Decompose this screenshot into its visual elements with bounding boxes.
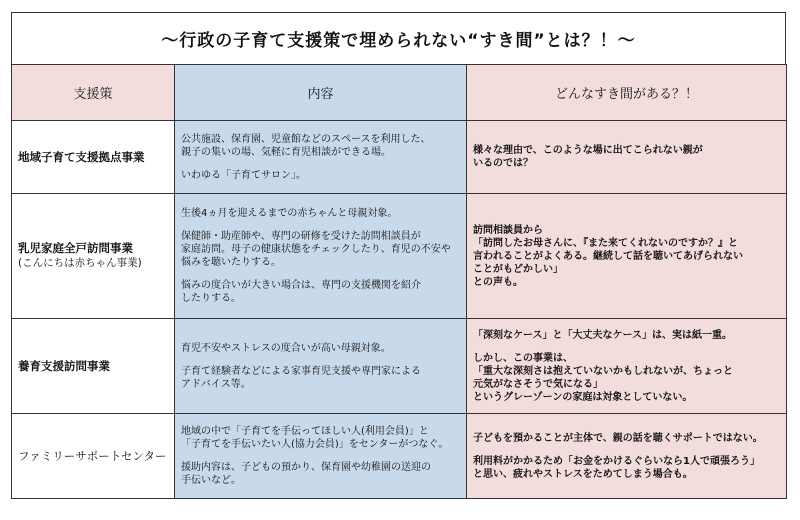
content-paragraph bbox=[181, 230, 460, 269]
text-line: 元気がなさそうで気になる」 bbox=[473, 378, 603, 390]
text-line: したりする。 bbox=[181, 293, 241, 304]
text-line: 生後4ヵ月を迎えるまでの赤ちゃんと母親対象。 bbox=[181, 208, 398, 219]
text-line: 「子育てを手伝いたい人(協力会員)」をセンターがつなぐ。 bbox=[181, 439, 449, 450]
policy-name: 養育支援訪問事業 bbox=[12, 319, 175, 414]
gap-paragraph bbox=[473, 432, 780, 445]
gap-paragraph bbox=[473, 144, 780, 170]
text-line: 様々な理由で、このような場に出てこられない親が bbox=[473, 145, 703, 156]
content-paragraph bbox=[181, 279, 460, 305]
text-line: しかし、この事業は、 bbox=[473, 352, 573, 364]
text-line: 子どもを預かることが主体で、親の話を聴くサポートではない。 bbox=[473, 432, 763, 444]
gap-paragraph bbox=[473, 329, 780, 342]
content-paragraph bbox=[181, 342, 460, 355]
page-title: ～行政の子育て支援策で埋められない“すき間”とは？！～ bbox=[11, 12, 786, 64]
policy-content bbox=[175, 194, 467, 319]
text-line: 訪問相談員から bbox=[473, 224, 543, 236]
text-line: 地域の中で「子育てを手伝ってほしい人(利用会員)」と bbox=[181, 426, 429, 437]
gap-paragraph bbox=[473, 455, 780, 481]
policy-content bbox=[175, 319, 467, 414]
text-line: 子育て経験者などによる家事育児支援や専門家による bbox=[181, 365, 421, 377]
gap-paragraph bbox=[473, 352, 780, 404]
text-line: 育児不安やストレスの度合いが高い母親対象。 bbox=[181, 342, 391, 354]
text-line: 公共施設、保育園、児童館などのスペースを利用した、 bbox=[181, 133, 431, 145]
content-paragraph bbox=[181, 169, 460, 182]
table-row bbox=[12, 194, 787, 319]
policy-name: 地域子育て支援拠点事業 bbox=[12, 121, 175, 194]
text-line: 「重大な深刻さは抱えていないかもしれないが、ちょっと bbox=[473, 365, 733, 377]
policy-name-sub: (こんにちは赤ちゃん事業) bbox=[18, 257, 142, 269]
header-policy: 支援策 bbox=[12, 65, 175, 121]
policy-gap bbox=[467, 414, 787, 499]
policy-name: ファミリーサポートセンター bbox=[12, 414, 175, 499]
policy-gap bbox=[467, 121, 787, 194]
policy-content bbox=[175, 121, 467, 194]
text-line: との声も。 bbox=[473, 276, 523, 288]
header-content: 内容 bbox=[175, 65, 467, 121]
policy-gap bbox=[467, 319, 787, 414]
text-line: 家庭訪問。母子の健康状態をチェックしたり、育児の不安や bbox=[181, 244, 451, 255]
text-line: 保健師・助産師や、専門の研修を受けた訪問相談員が bbox=[181, 231, 421, 242]
text-line: 援助内容は、子どもの預かり、保育園や幼稚園の送迎の bbox=[181, 462, 431, 473]
text-line: 利用料がかかるため「お金をかけるぐらいなら1人で頑張ろう」 bbox=[473, 455, 760, 467]
gap-paragraph bbox=[473, 224, 780, 289]
text-line: アドバイス等。 bbox=[181, 378, 251, 390]
table-row bbox=[12, 121, 787, 194]
text-line: いわゆる「子育てサロン」。 bbox=[181, 169, 306, 181]
policy-content bbox=[175, 414, 467, 499]
content-paragraph bbox=[181, 365, 460, 391]
table-row bbox=[12, 319, 787, 414]
content-paragraph bbox=[181, 207, 460, 220]
text-line: と思い、疲れやストレスをためてしまう場合も。 bbox=[473, 468, 693, 480]
header-gap: どんなすき間がある？！ bbox=[467, 65, 787, 121]
content-paragraph bbox=[181, 461, 460, 487]
support-policy-table bbox=[11, 64, 787, 499]
content-paragraph bbox=[181, 133, 460, 159]
policy-gap bbox=[467, 194, 787, 319]
text-line: 「訪問したお母さんに、『また来てくれないのですか？』と bbox=[473, 237, 738, 249]
text-line: 「深刻なケース」と「大丈夫なケース」は、実は紙一重。 bbox=[473, 329, 732, 341]
text-line: というグレーゾーンの家庭は対象としていない。 bbox=[473, 391, 693, 403]
text-line: いるのでは？ bbox=[473, 158, 533, 169]
text-line: 手伝いなど。 bbox=[181, 475, 241, 486]
text-line: 親子の集いの場、気軽に育児相談ができる場。 bbox=[181, 146, 391, 158]
content-paragraph bbox=[181, 425, 460, 451]
table-header-row bbox=[12, 65, 787, 121]
table-row bbox=[12, 414, 787, 499]
text-line: 悩みを聴いたりする。 bbox=[181, 257, 281, 268]
text-line: 悩みの度合いが大きい場合は、専門の支援機関を紹介 bbox=[181, 280, 421, 291]
text-line: 言われることがよくある。継続して話を聴いてあげられない bbox=[473, 250, 743, 262]
text-line: ことがもどかしい」 bbox=[473, 263, 563, 275]
policy-name: 乳児家庭全戸訪問事業 (こんにちは赤ちゃん事業) bbox=[12, 194, 175, 319]
